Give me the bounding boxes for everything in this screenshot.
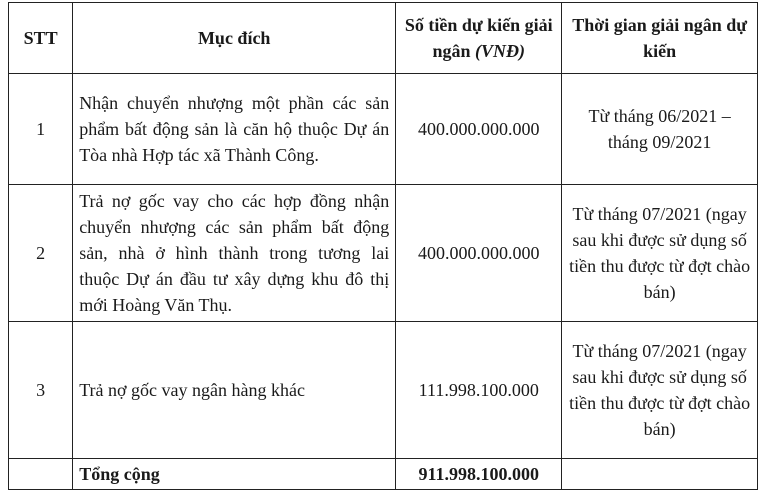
header-row — [9, 3, 758, 74]
cell-purpose: Nhận chuyển nhượng một phần các sản phẩm bất động sản là căn hộ thuộc Dự án Tòa nhà Hợp tác xã Thành Công. — [73, 74, 396, 185]
total-row — [9, 459, 758, 490]
header-time: Thời gian giải ngân dự kiến — [562, 3, 758, 74]
cell-time: Từ tháng 07/2021 (ngay sau khi được sử dụng số tiền thu được từ đợt chào bán) — [562, 185, 758, 322]
header-amount — [396, 3, 562, 74]
header-stt: STT — [9, 3, 73, 74]
cell-time: Từ tháng 07/2021 (ngay sau khi được sử dụng số tiền thu được từ đợt chào bán) — [562, 322, 758, 459]
header-amount-unit: (VNĐ) — [475, 41, 526, 61]
cell-stt: 2 — [9, 185, 73, 322]
total-label: Tổng cộng — [73, 459, 396, 490]
total-time-cell — [562, 459, 758, 490]
total-stt-cell — [9, 459, 73, 490]
header-purpose: Mục đích — [73, 3, 396, 74]
cell-purpose: Trả nợ gốc vay cho các hợp đồng nhận chuyển nhượng các sản phẩm bất động sản, nhà ở hình thành trong tương lai thuộc Dự án đầu tư xây dựng khu đô thị mới Hoàng Văn Thụ. — [73, 185, 396, 322]
cell-stt: 3 — [9, 322, 73, 459]
cell-amount: 400.000.000.000 — [396, 74, 562, 185]
header-amount-label: Số tiền dự kiến giải ngân — [404, 15, 553, 61]
table-row — [9, 322, 758, 459]
cell-amount: 400.000.000.000 — [396, 185, 562, 322]
cell-stt: 1 — [9, 74, 73, 185]
cell-amount: 111.998.100.000 — [396, 322, 562, 459]
table-row — [9, 74, 758, 185]
cell-purpose: Trả nợ gốc vay ngân hàng khác — [73, 322, 396, 459]
table-row — [9, 185, 758, 322]
total-amount: 911.998.100.000 — [396, 459, 562, 490]
table-header — [9, 3, 758, 74]
disbursement-table — [8, 2, 758, 490]
cell-time: Từ tháng 06/2021 – tháng 09/2021 — [562, 74, 758, 185]
